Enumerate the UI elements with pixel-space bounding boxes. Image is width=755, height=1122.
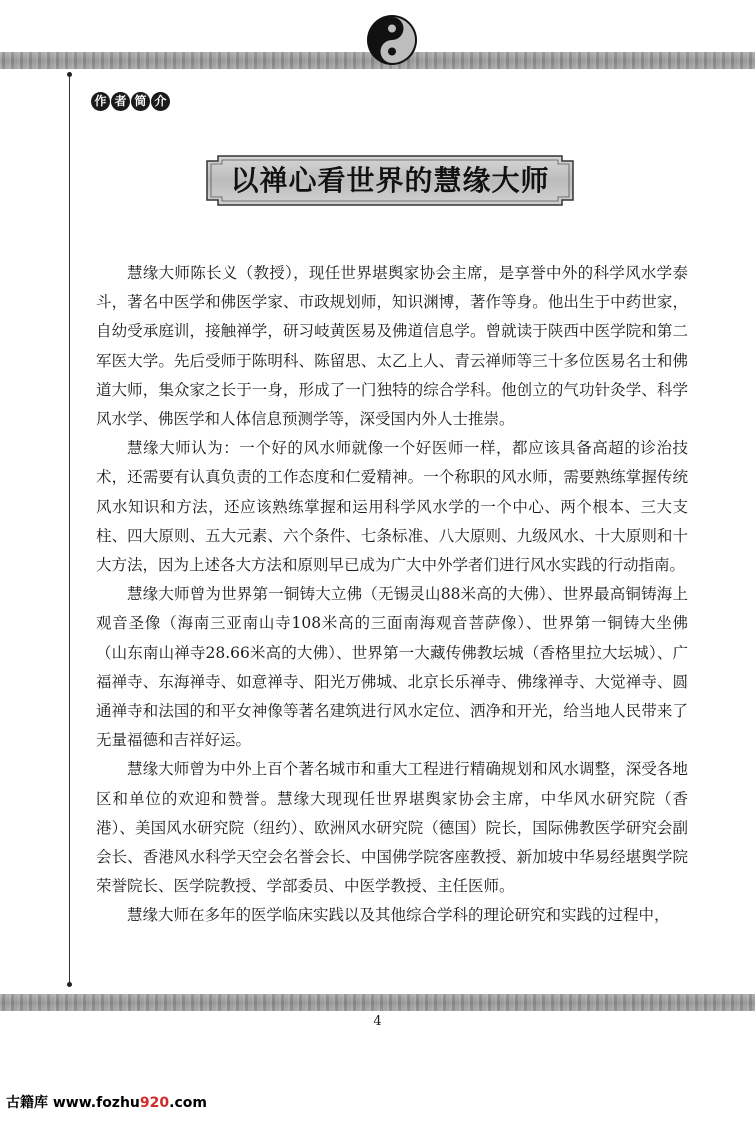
margin-rule-top-dot bbox=[67, 72, 72, 77]
section-badge-char: 作 bbox=[91, 92, 110, 111]
url-number: 920 bbox=[139, 1095, 170, 1111]
paragraph: 慧缘大师陈长义（教授），现任世界堪舆家协会主席，是享誉中外的科学风水学泰斗，著名中医学和佛医学家、市政规划师，知识渊博，著作等身。他出生于中药世家，自幼受承庭训，接触禅学，研习岐黄医易及佛道信息学。曾就读于陕西中医学院和第二军医大学。先后受师于陈明科、陈留思、太乙上人、青云禅师等三十多位医易名士和佛道大师，集众家之长于一身，形成了一门独特的综合学科。他创立的气功针灸学、科学风水学、佛医学和人体信息预测学等，深受国内外人士推崇。 bbox=[96, 264, 688, 429]
paragraph: 慧缘大师曾为世界第一铜铸大立佛（无锡灵山88米高的大佛）、世界最高铜铸海上观音圣像（海南三亚南山寺108米高的三面南海观音菩萨像）、世界第一铜铸大坐佛（山东南山禅寺28.66米高的大佛）、世界第一大藏传佛教坛城（香格里拉大坛城）、广福禅寺、东海禅寺、如意禅寺、阳光万佛城、北京长乐禅寺、佛缘禅寺、大觉禅寺、圆通禅寺和法国的和平女神像等著名建筑进行风水定位、洒净和开光，给当地人民带来了无量福德和吉祥好运。 bbox=[96, 585, 688, 750]
site-watermark[interactable] bbox=[6, 1092, 207, 1112]
url-suffix: .com bbox=[169, 1095, 207, 1111]
title-banner bbox=[204, 153, 576, 208]
section-badge-char: 简 bbox=[131, 92, 150, 111]
url-prefix: www.fozhu bbox=[52, 1095, 140, 1111]
footer-band bbox=[0, 994, 755, 1011]
page-number: 4 bbox=[373, 1014, 382, 1029]
article-body bbox=[96, 259, 688, 931]
paragraph: 慧缘大师曾为中外上百个著名城市和重大工程进行精确规划和风水调整，深受各地区和单位的欢迎和赞誉。慧缘大现现任世界堪舆家协会主席，中华风水研究院（香港）、美国风水研究院（纽约）、欧洲风水研究院（德国）院长，国际佛教医学研究会副会长、香港风水科学天空会名誉会长、中国佛学院客座教授、新加坡中华易经堪舆学院荣誉院长、医学院教授、学部委员、中医学教授、主任医师。 bbox=[96, 760, 688, 896]
margin-rule bbox=[69, 74, 70, 986]
site-url[interactable] bbox=[53, 1095, 207, 1111]
section-badge bbox=[91, 92, 170, 111]
section-badge-char: 者 bbox=[111, 92, 130, 111]
site-name: 古籍库 bbox=[6, 1095, 48, 1111]
section-badge-char: 介 bbox=[151, 92, 170, 111]
paragraph: 慧缘大师认为：一个好的风水师就像一个好医师一样，都应该具备高超的诊治技术，还需要有认真负责的工作态度和仁爱精神。一个称职的风水师，需要熟练掌握传统风水知识和方法，还应该熟练掌握和运用科学风水学的一个中心、两个根本、三大支柱、四大原则、五大元素、六个条件、七条标准、八大原则、九级风水、十大原则和十大方法，因为上述各大方法和原则早已成为广大中外学者们进行风水实践的行动指南。 bbox=[96, 439, 688, 575]
margin-rule-bottom-dot bbox=[67, 982, 72, 987]
yin-yang-icon bbox=[366, 14, 418, 66]
paragraph: 慧缘大师在多年的医学临床实践以及其他综合学科的理论研究和实践的过程中， bbox=[127, 906, 670, 925]
page-title: 以禅心看世界的慧缘大师 bbox=[230, 164, 550, 197]
